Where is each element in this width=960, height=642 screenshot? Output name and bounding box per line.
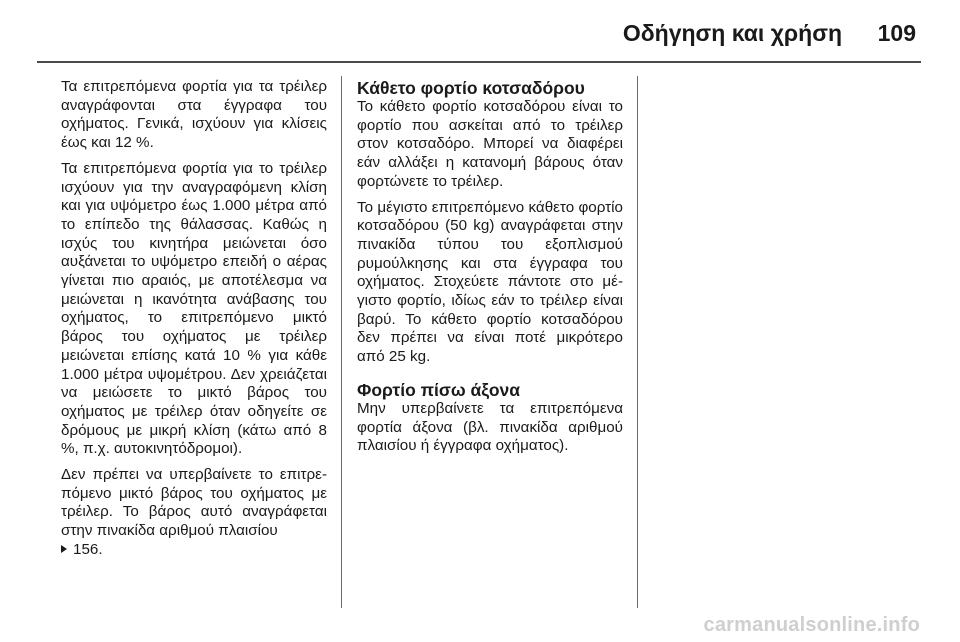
column-divider-left (341, 76, 342, 608)
paragraph-altitude-reduction: Τα επιτρεπόμενα φορτία για το τρέιλερ ισχύουν για την αναγραφόμενη κλίση και για υψόμετρο έως 1.000 μέτρα από το επίπεδο της θάλασσας. Καθώς η ισχύς του κινητήρα μειώνεται όσο αυξάνεται το υψόμετρο επειδή ο αέρας γίνεται πιο αραιός, με αποτέλεσμα να μειώνεται η ικανότητα ανάβασης του οχήματος, το επιτρεπόμενο μικτό βάρος του οχήματος με τρέιλερ μειώνεται επίσης κατά 10 % για κάθε 1.000 μέτρα υψομέτρου. Δεν χρειάζεται να μειώσετε το μικτό βάρος του οχήματος με τρέιλερ όταν οδηγείτε σε δρόμους με μικρή κλίση (κάτω από 8 %, π.χ. αυτοκινητόδρομοι). (61, 159, 327, 458)
page-reference[interactable] (61, 541, 327, 560)
paragraph-tongue-load-max: Το μέγιστο επιτρεπόμενο κάθετο φορτίο κοτσαδόρου (50 kg) αναγράφεται στην πινακίδα τύπου του εξοπλισμού ρυμούλκησης και στα έγγραφα του οχήματος. Στοχεύετε πάντοτε στο μέγιστο φορτίο, ιδίως εάν το τρέιλερ είναι βαρύ. Το κάθετο φορτίο κοτσαδόρου δεν πρέπει να είναι ποτέ μικρότερο από 25 kg. (357, 198, 623, 366)
header-divider (37, 61, 921, 63)
paragraph-gross-weight (61, 466, 327, 541)
paragraph-towing-loads: Τα επιτρεπόμενα φορτία για τα τρέιλερ αναγράφονται στα έγγραφα του οχήματος. Γενικά, ισχύουν για κλίσεις έως και 12 %. (61, 78, 327, 152)
paragraph-tongue-load-definition: Το κάθετο φορτίο κοτσαδόρου είναι το φορτίο που ασκείται από το τρέιλερ στον κοτσαδόρο. Μπορεί να διαφέρει εάν αλλάξει η κατανομή βάρους όταν φορτώνετε το τρέιλερ. (357, 98, 623, 190)
paragraph-rear-axle-load: Μην υπερβαίνετε τα επιτρεπόμενα φορτία άξονα (βλ. πινακίδα αριθμού πλαισίου ή έγγραφα οχήματος). (357, 399, 623, 455)
middle-column (357, 78, 623, 463)
left-column (61, 78, 327, 560)
column-divider-right (637, 76, 638, 608)
watermark: carmanualsonline.info (703, 614, 920, 636)
paragraph-gross-weight-text: Δεν πρέπει να υπερβαίνετε το επιτρεπόμενο μικτό βάρος του οχήματος με τρέιλερ. Το βάρος αυτό αναγράφεται στην πινακίδα αριθμού πλαισίου (61, 466, 327, 540)
page-reference-number: 156. (73, 540, 103, 558)
page-ref-icon (61, 545, 67, 553)
section-heading-tongue-load: Κάθετο φορτίο κοτσαδόρου (357, 78, 585, 98)
page-number: 109 (877, 20, 916, 46)
section-heading-rear-axle-load: Φορτίο πίσω άξονα (357, 379, 521, 400)
page-header-title: Οδήγηση και χρήση (622, 20, 842, 46)
